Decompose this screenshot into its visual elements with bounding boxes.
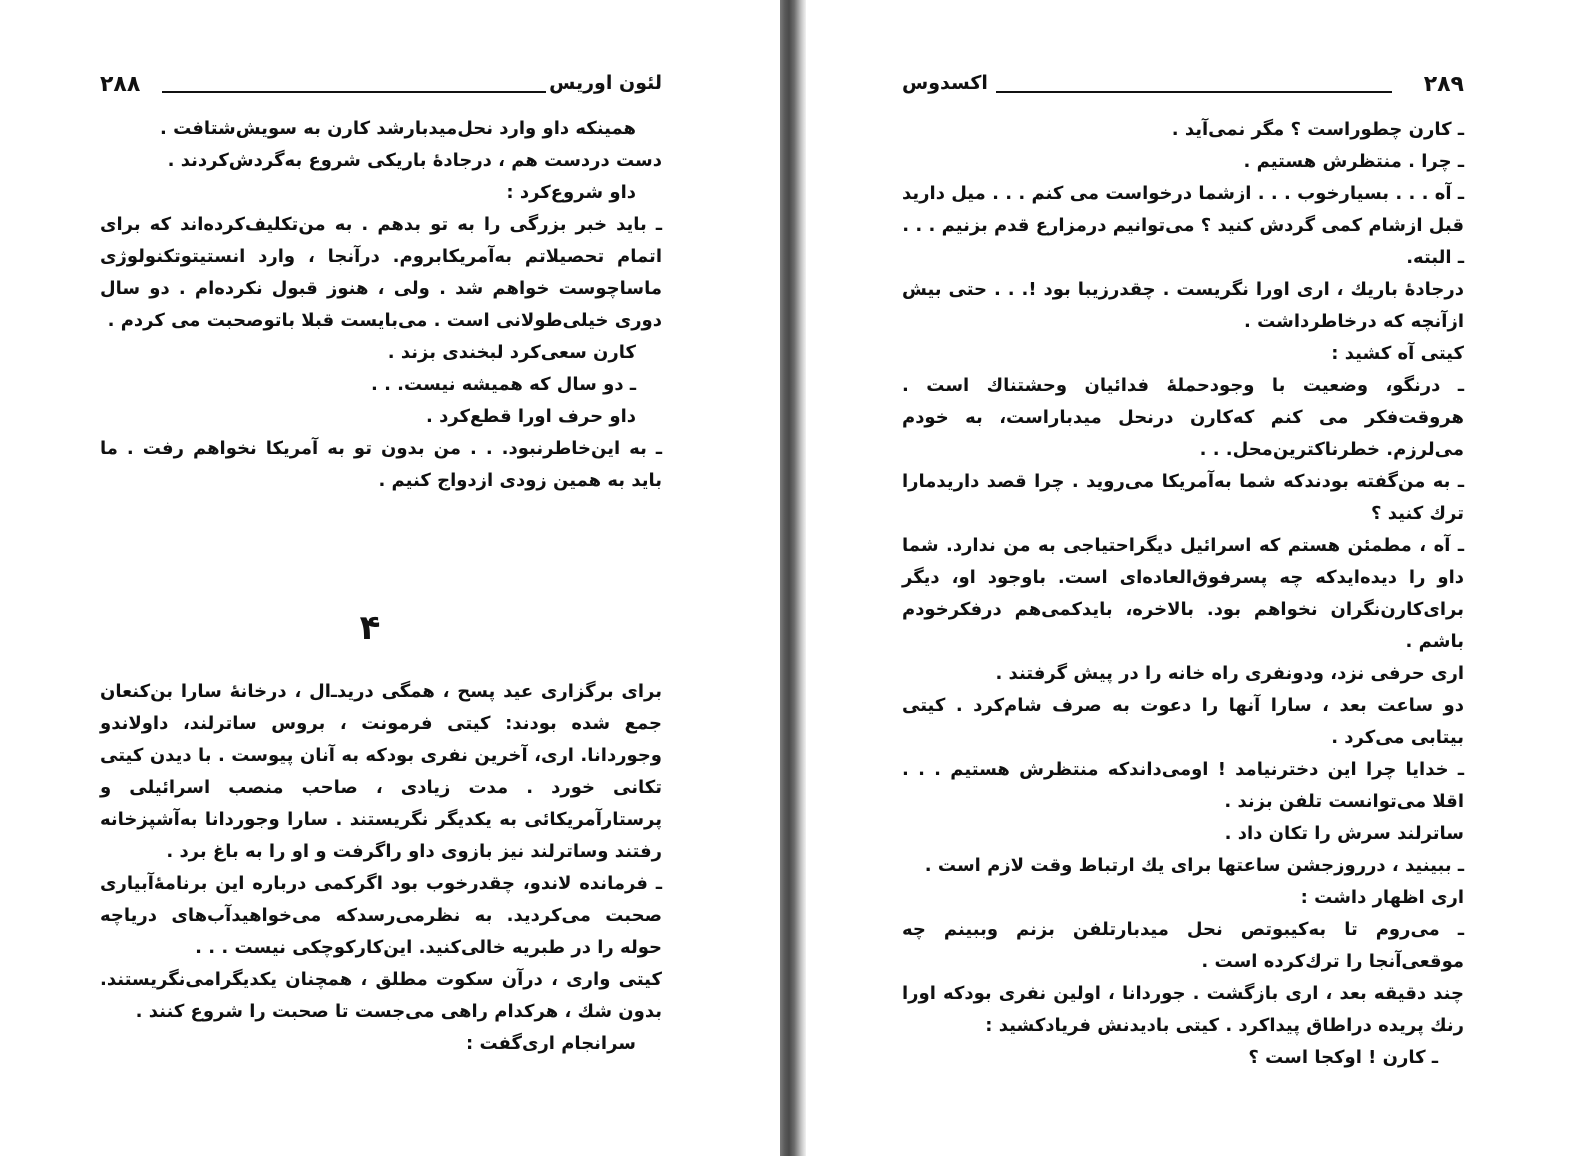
text-block-2: [100, 676, 662, 1060]
paragraph: داو حرف اورا قطع‌کرد .: [426, 406, 636, 427]
text-block-1: [100, 113, 662, 497]
paragraph: همینکه داو وارد نحل‌میدبارشد کارن به سویش‌شتافت .: [159, 118, 636, 139]
paragraph: ـ آه . . . بسیارخوب . . . ازشما درخواست می کنم . . . میل دارید قبل ازشام کمی گردش کنید ؟ می‌توانیم درمزارع قدم بزنیم . . .: [902, 183, 1464, 236]
paragraph: سرانجام اری‌گفت :: [466, 1033, 636, 1054]
running-title: لئون اوریس: [549, 72, 662, 94]
header-rule: [162, 91, 546, 93]
left-page: [0, 0, 780, 1156]
page-number: ۲۸۹: [1423, 72, 1464, 97]
paragraph: اری حرفی نزد، ودونفری راه خانه را در پیش گرفتند .: [995, 663, 1464, 684]
paragraph: ـ البته.: [1406, 247, 1464, 268]
paragraph: کیتی واری ، درآن سکوت مطلق ، همچنان یکدیگرامی‌نگریستند. بدون شك ، هرکدام راهی می‌جست تا صحبت را شروع کنند .: [100, 969, 662, 1022]
text-block: [902, 114, 1464, 1074]
page-number: ۲۸۸: [100, 72, 141, 97]
paragraph: داو شروع‌کرد :: [506, 182, 636, 203]
paragraph: دو ساعت بعد ، سارا آنها را دعوت به صرف شام‌کرد . کیتی بیتابی می‌کرد .: [902, 695, 1464, 748]
paragraph: ـ کارن چطوراست ؟ مگر نمی‌آید .: [1171, 119, 1464, 140]
paragraph: ـ خدایا چرا این دخترنیامد ! اومی‌داندکه منتظرش هستیم . . . اقلا می‌توانست تلفن بزند .: [902, 759, 1464, 812]
right-page: [806, 0, 1590, 1156]
paragraph: ـ فرمانده لاندو، چقدرخوب بود اگرکمی درباره این برنامهٔ‌آبیاری صحبت می‌کردید. به نظرمی‌رسدکه می‌خواهیدآب‌های دریاچه حوله را در طبریه خالی‌کنید. این‌کارکوچکی نیست . . .: [100, 873, 662, 958]
paragraph: ـ به من‌گفته بودندکه شما به‌آمریکا می‌روید . چرا قصد داریدمارا ترك کنید ؟: [902, 471, 1464, 524]
paragraph: ـ چرا . منتظرش هستیم .: [1243, 151, 1464, 172]
book-spine-gutter: [780, 0, 806, 1156]
paragraph: ـ درنگو، وضعیت با وجودحملهٔ فدائیان وحشتناك است . هروقت‌فکر می کنم که‌کارن درنحل میدباراست، به خودم می‌لرزم. خطرناکترین‌محل. . .: [902, 375, 1464, 460]
paragraph: اری اظهار داشت :: [1300, 887, 1464, 908]
paragraph: ـ دو سال که همیشه نیست. . .: [370, 374, 636, 395]
paragraph: چند دقیقه بعد ، اری بازگشت . جوردانا ، اولین نفری بودکه اورا رنك پریده دراطاق پیداکرد . کیتی بادیدنش فریادکشید :: [902, 983, 1464, 1036]
paragraph: کارن سعی‌کرد لبخندی بزند .: [387, 342, 636, 363]
running-title: اکسدوس: [902, 72, 988, 94]
chapter-number: ۴: [359, 608, 381, 648]
paragraph: ـ آه ، مطمئن هستم که اسرائیل دیگراحتیاجی به من ندارد. شما داو را دیده‌ایدکه چه پسرفوق‌العاده‌ای است. باوجود او، دیگر برای‌کارن‌نگران نخواهم بود. بالاخره، بایدکمی‌هم درفکرخودم باشم .: [902, 535, 1464, 652]
paragraph: ـ می‌روم تا به‌کیبوتص نحل میدبارتلفن بزنم وببینم چه موقعی‌آنجا را ترك‌کرده است .: [902, 919, 1464, 972]
paragraph: برای برگزاری عید پسح ، همگی دریدـ‌ال ، درخانهٔ سارا بن‌کنعان جمع شده بودند: کیتی فرمونت ، بروس ساترلند، داولاندو وجوردانا. اری، آخرین نفری بودکه به آنان پیوست . با دیدن کیتی تکانی خورد . مدت زیادی ، صاحب منصب اسرائیلی و پرستارآمریکائی به یکدیگر نگریستند . سارا وجوردانا به‌آشپزخانه رفتند وساترلند نیز بازوی داو راگرفت و او را به باغ برد .: [100, 681, 662, 862]
paragraph: ـ کارن ! اوکجا است ؟: [1248, 1047, 1438, 1068]
paragraph: دست دردست هم ، درجادهٔ باریکی شروع به‌گردش‌کردند .: [167, 150, 662, 171]
paragraph: ـ به این‌خاطرنبود. . . من بدون تو به آمریکا نخواهم رفت . ما باید به همین زودی ازدواج کنیم .: [100, 438, 662, 491]
paragraph: درجادهٔ باریك ، اری اورا نگریست . چقدرزیبا بود !. . . حتی بیش ازآنچه که درخاطرداشت .: [902, 279, 1464, 332]
header-rule: [996, 91, 1392, 93]
paragraph: ـ باید خبر بزرگی را به تو بدهم . به من‌تکلیف‌کرده‌اند که برای اتمام تحصیلاتم به‌آمریکابروم. درآنجا ، وارد انستیتوتکنولوژی ماساچوست خواهم شد . ولی ، هنوز قبول نکرده‌ام . دو سال دوری خیلی‌طولانی است . می‌بایست قبلا باتوصحبت می کردم .: [100, 214, 662, 331]
paragraph: ساترلند سرش را تکان داد .: [1224, 823, 1464, 844]
paragraph: ـ ببینید ، درروزجشن ساعتها برای یك ارتباط وقت لازم است .: [924, 855, 1464, 876]
paragraph: کیتی آه کشید :: [1331, 343, 1464, 364]
